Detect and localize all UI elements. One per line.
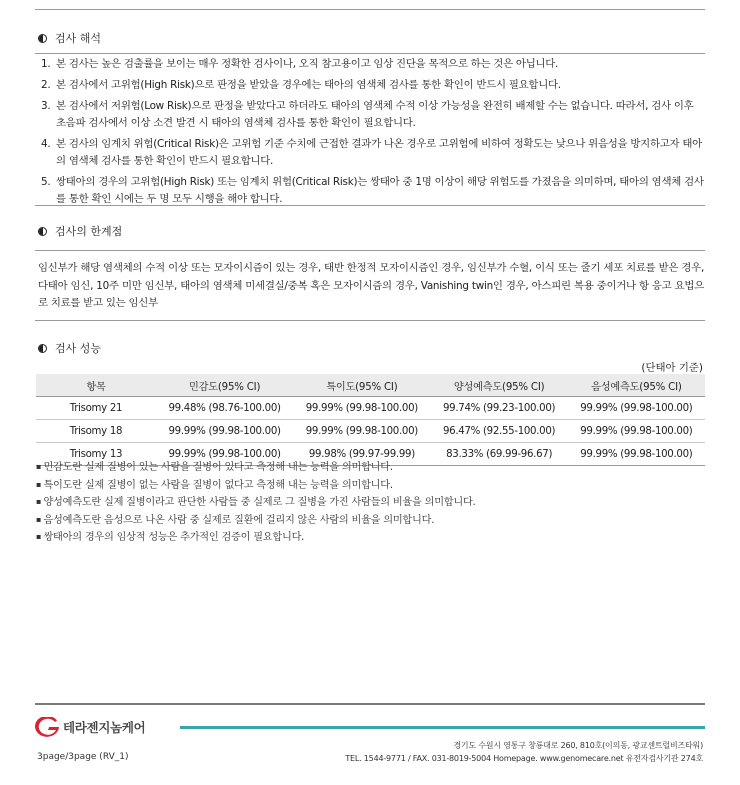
table-cell: 99.99% (99.98-100.00) (568, 420, 705, 443)
list-item: 1. 본 검사는 높은 검출률을 보이는 매우 정확한 검사이나, 오직 참고용이고 임상 진단을 목적으로 하는 것은 아닙니다. (41, 58, 559, 70)
table-row (36, 397, 705, 420)
column-header: 항목 (36, 374, 156, 397)
top-divider (35, 9, 705, 10)
section-divider (35, 53, 705, 54)
column-header: 양성예측도(95% CI) (431, 374, 568, 397)
note-item: ▪ 쌍태아의 경우의 임상적 성능은 추가적인 검증이 필요합니다. (36, 529, 476, 547)
contact-line: TEL. 1544-9771 / FAX. 031-8019-5004 Homepage. www.genomecare.net 유전자검사기관 274호 (345, 754, 703, 763)
table-cell: 96.47% (92.55-100.00) (431, 420, 568, 443)
limitations-text: 임신부가 해당 염색체의 수적 이상 또는 모자이시즘이 있는 경우, 태반 한정적 모자이시즘인 경우, 임신부가 수혈, 이식 또는 줄기 세포 치료를 받은 경우, 다태아 임신, 10주 미만 임신부, 태아의 염색체 미세결실/중복 혹은 모자이시즘의 경우, Vanishing twin인 경우, 아스피린 복용 중이거나 항 응고 요법으로 치료를 받고 있는 임신부 (38, 262, 704, 309)
note-item: ▪ 음성예측도란 음성으로 나온 사람 중 실제로 질환에 걸리지 않은 사람의 비율을 의미합니다. (36, 512, 476, 530)
company-address (345, 739, 703, 765)
table-cell: 99.99% (99.98-100.00) (568, 443, 705, 466)
table-cell: Trisomy 21 (36, 397, 156, 420)
performance-table (36, 374, 705, 466)
table-cell: 99.48% (98.76-100.00) (156, 397, 293, 420)
section-divider (35, 205, 705, 206)
column-header: 민감도(95% CI) (156, 374, 293, 397)
section-title-limitations: 검사의 한계점 (38, 223, 122, 239)
address-line: 경기도 수원시 영통구 창룡대로 260, 810호(이의동, 광교센트럴비즈타워) (453, 741, 703, 750)
half-circle-bullet-icon (38, 344, 47, 353)
performance-notes (36, 459, 476, 547)
genomecare-logo-icon (34, 717, 60, 737)
note-item: ▪ 특이도란 실제 질병이 없는 사람을 질병이 없다고 측정해 내는 능력을 의미합니다. (36, 477, 476, 495)
table-cell: 99.99% (99.98-100.00) (156, 443, 293, 466)
interpretation-list (38, 56, 706, 208)
company-name: 테라젠지놈케어 (63, 720, 146, 735)
table-row (36, 420, 705, 443)
unit-note: (단태아 기준) (641, 362, 703, 374)
table-cell: 99.99% (99.98-100.00) (156, 420, 293, 443)
table-cell: Trisomy 13 (36, 443, 156, 466)
table-cell: 99.99% (99.98-100.00) (293, 420, 430, 443)
table-cell: Trisomy 18 (36, 420, 156, 443)
section-divider (35, 320, 705, 321)
table-cell: 83.33% (69.99-96.67) (431, 443, 568, 466)
table-cell: 99.74% (99.23-100.00) (431, 397, 568, 420)
table-cell: 99.99% (99.98-100.00) (568, 397, 705, 420)
half-circle-bullet-icon (38, 227, 47, 236)
section-divider (35, 250, 705, 251)
table-header-row (36, 374, 705, 397)
note-item: ▪ 양성예측도란 실제 질병이라고 판단한 사람들 중 실제로 그 질병을 가진 사람들의 비율을 의미합니다. (36, 494, 476, 512)
table-cell: 99.98% (99.97-99.99) (293, 443, 430, 466)
section-title-interpretation: 검사 해석 (38, 30, 101, 46)
company-logo (34, 716, 145, 738)
footer-divider (35, 703, 705, 705)
footer-accent-bar (180, 726, 705, 729)
note-item: ▪ 민감도란 실제 질병이 있는 사람을 질병이 있다고 측정해 내는 능력을 의미합니다. (36, 459, 476, 477)
column-header: 음성예측도(95% CI) (568, 374, 705, 397)
list-item: 2. 본 검사에서 고위험(High Risk)으로 판정을 받았을 경우에는 태아의 염색체 검사를 통한 확인이 반드시 필요합니다. (41, 79, 561, 91)
list-item: 5. 쌍태아의 경우의 고위험(High Risk) 또는 임계치 위험(Critical Risk)는 쌍태아 중 1명 이상이 해당 위험도를 가졌음을 의미하며, 태아의 염색체 검사를 통한 확인 시에는 두 명 모두 시행을 해야 합니다. (41, 176, 704, 205)
list-item: 3. 본 검사에서 저위험(Low Risk)으로 판정을 받았다고 하더라도 태아의 염색체 수적 이상 가능성을 완전히 배제할 수는 없습니다. 따라서, 검사 이후 초음파 검사에서 이상 소견 발견 시 태아의 염색체 검사를 통한 확인이 필요합니다. (41, 100, 694, 129)
section-title-performance: 검사 성능 (38, 340, 101, 356)
page-number: 3page/3page (RV_1) (37, 752, 129, 762)
half-circle-bullet-icon (38, 34, 47, 43)
column-header: 특이도(95% CI) (293, 374, 430, 397)
list-item: 4. 본 검사의 임계치 위험(Critical Risk)은 고위험 기준 수치에 근접한 결과가 나온 경우로 고위험에 비하여 정확도는 낮으나 위음성을 방지하고자 태아의 염색체 검사를 통한 확인이 반드시 필요합니다. (41, 138, 702, 167)
table-cell: 99.99% (99.98-100.00) (293, 397, 430, 420)
